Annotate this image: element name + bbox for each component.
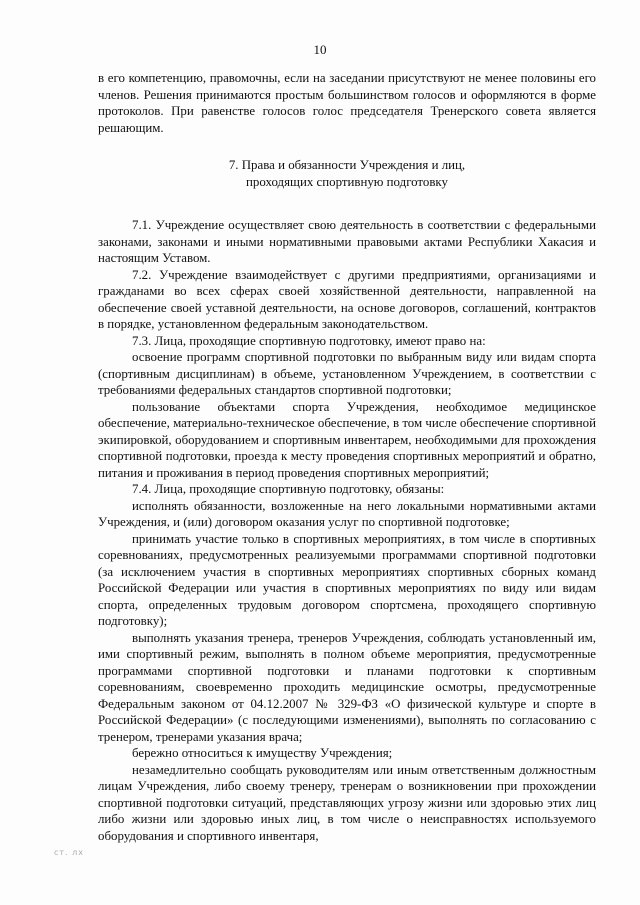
- paragraph-7-3: 7.3. Лица, проходящие спортивную подготовку, имеют право на:: [132, 333, 486, 348]
- section-heading-line-1: 7. Права и обязанности Учреждения и лиц,: [228, 158, 466, 172]
- right-item-programs: освоение программ спортивной подготовки по выбранным виду или видам спорта (спортивным дисциплинам) в объеме, установленном Учреждением, в соответствии с требованиями федеральных стандартов спортивной подготовки;: [98, 350, 596, 397]
- section-heading-line-2: проходящих спортивную подготовку: [246, 175, 448, 189]
- document-body: [98, 70, 596, 844]
- duty-item-coach-instructions: выполнять указания тренера, тренеров Учреждения, соблюдать установленный им, ими спортивный режим, выполнять в полном объеме мероприятия, предусмотренные программами спортивной подготовки и планами подготовки к спортивным соревнованиям, своевременно проходить медицинские осмотры, предусмотренные Федеральным законом от 04.12.2007 № 329-ФЗ «О физической культуре и спорте в Российской Федерации» (с последующими изменениями), выполнять по согласованию с тренером, тренерами указания врача;: [98, 630, 596, 744]
- duty-item-participation: принимать участие только в спортивных мероприятиях, в том числе в спортивных соревнованиях, предусмотренных реализуемыми программами спортивной подготовки (за исключением участия в спортивных мероприятиях спортивных сборных команд Российской Федерации или участия в спортивных мероприятиях по виду или видам спорта, определенных трудовым договором спортсмена, проходящего спортивную подготовку);: [98, 531, 596, 628]
- footer-mark: ст. лх: [54, 848, 84, 857]
- paragraph-7-4: 7.4. Лица, проходящие спортивную подготовку, обязаны:: [132, 482, 445, 496]
- duty-item-report: незамедлительно сообщать руководителям или иным ответственным должностным лицам Учреждения, либо своему тренеру, тренерам о возникновении при прохождении спортивной подготовки ситуаций, представляющих угрозу жизни или здоровью этих лиц либо жизни или здоровью иных лиц, в том числе о неисправностях используемого оборудования и спортивного инвентаря,: [98, 762, 596, 843]
- duty-item-property: бережно относиться к имуществу Учреждения;: [132, 746, 393, 760]
- section-heading: [98, 157, 596, 191]
- paragraph-continuation: в его компетенцию, правомочны, если на заседании присутствуют не менее половины его членов. Решения принимаются простым большинством голосов и оформляются в форме протоколов. При равенстве голосов голос председателя Тренерского совета является решающим.: [98, 71, 596, 135]
- duty-item-obligations: исполнять обязанности, возложенные на него локальными нормативными актами Учреждения, и (или) договором оказания услуг по спортивной подготовке;: [98, 498, 596, 529]
- right-item-facilities: пользование объектами спорта Учреждения, необходимое медицинское обеспечение, материально-техническое обеспечение, в том числе обеспечение спортивной экипировкой, оборудованием и спортивным инвентарем, необходимыми для прохождения спортивной подготовки, проезда к месту проведения спортивных мероприятий и обратно, питания и проживания в период проведения спортивных мероприятий;: [98, 399, 596, 480]
- paragraph-7-1: 7.1. Учреждение осуществляет свою деятельность в соответствии с федеральными законами, законами и иными нормативными правовыми актами Республики Хакасия и настоящим Уставом.: [98, 218, 596, 265]
- paragraph-7-2: 7.2. Учреждение взаимодействует с другими предприятиями, организациями и гражданами во всех сферах своей хозяйственной деятельности, направленной на обеспечение своей уставной деятельности, на основе договоров, соглашений, контрактов в порядке, установленном федеральным законодательством.: [98, 267, 596, 331]
- page-number: 10: [313, 42, 327, 57]
